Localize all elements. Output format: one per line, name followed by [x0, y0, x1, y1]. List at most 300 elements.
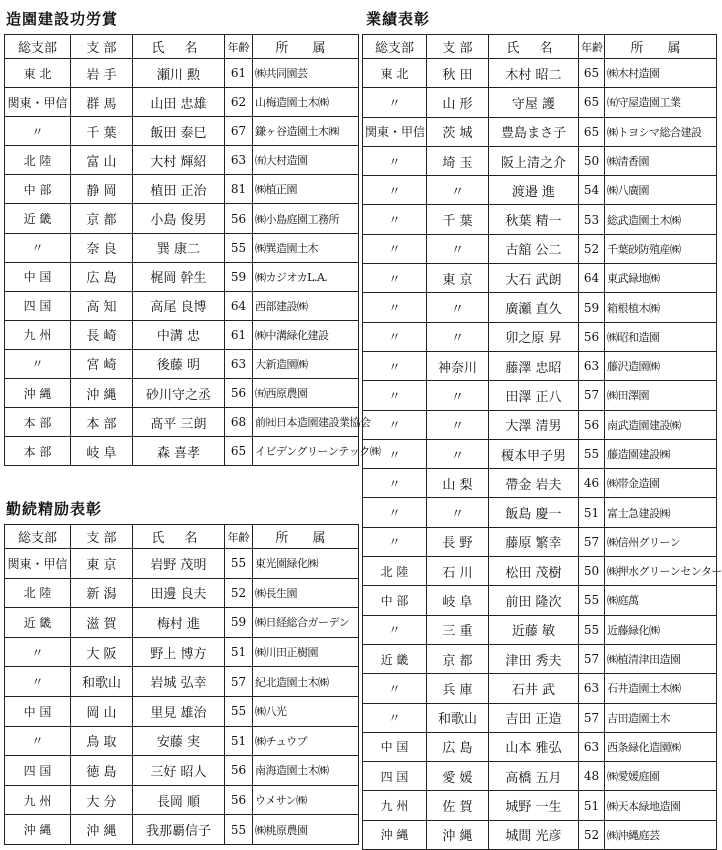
affiliation-cell: ㈱巽造園土木: [253, 233, 359, 262]
affiliation-cell: 箱根植木㈱: [605, 293, 717, 322]
age-cell: 61: [225, 59, 253, 88]
name-cell: 髙平 三朗: [133, 408, 225, 437]
age-cell: 63: [579, 351, 605, 380]
age-cell: 50: [579, 146, 605, 175]
branch-cell: 〃: [427, 410, 489, 439]
name-cell: 長岡 順: [133, 785, 225, 815]
region-cell: 九 州: [5, 785, 71, 815]
branch-cell: 和歌山: [427, 703, 489, 732]
table-row: [363, 557, 717, 586]
branch-cell: 宮 崎: [71, 349, 133, 378]
branch-cell: 奈 良: [71, 233, 133, 262]
table-row: [363, 439, 717, 468]
name-cell: 我那覇信子: [133, 815, 225, 845]
branch-cell: 大 分: [71, 785, 133, 815]
branch-cell: 岡 山: [71, 696, 133, 726]
affiliation-cell: 山梅造園土木㈱: [253, 88, 359, 117]
table-row: [5, 59, 359, 88]
name-cell: 高橋 五月: [489, 762, 579, 791]
table-row: [363, 615, 717, 644]
branch-cell: 東 京: [71, 549, 133, 579]
name-cell: 大石 武朗: [489, 264, 579, 293]
branch-cell: 〃: [427, 381, 489, 410]
affiliation-cell: ㈱愛媛庭園: [605, 762, 717, 791]
name-cell: 古舘 公二: [489, 234, 579, 263]
age-cell: 56: [225, 756, 253, 786]
affiliation-cell: ㈲守屋造園工業: [605, 88, 717, 117]
name-cell: 渡邉 進: [489, 176, 579, 205]
region-cell: 〃: [5, 349, 71, 378]
age-cell: 52: [579, 234, 605, 263]
table-row: [5, 815, 359, 845]
age-cell: 51: [225, 726, 253, 756]
region-cell: 東 北: [363, 59, 427, 88]
table-row: [363, 703, 717, 732]
table-row: [5, 785, 359, 815]
table-row: [5, 379, 359, 408]
table-row: [363, 176, 717, 205]
table-row: [5, 726, 359, 756]
affiliation-cell: ㈱清香園: [605, 146, 717, 175]
table-row: [363, 117, 717, 146]
name-cell: 帶金 岩夫: [489, 469, 579, 498]
region-cell: 沖 縄: [5, 379, 71, 408]
age-cell: 59: [225, 262, 253, 291]
region-cell: 九 州: [363, 791, 427, 820]
age-cell: 56: [579, 410, 605, 439]
name-cell: 野上 博方: [133, 637, 225, 667]
name-cell: 阪上清之介: [489, 146, 579, 175]
branch-cell: 沖 縄: [427, 820, 489, 849]
age-cell: 65: [225, 437, 253, 466]
age-cell: 51: [225, 637, 253, 667]
region-cell: 〃: [363, 176, 427, 205]
region-cell: 〃: [5, 637, 71, 667]
table-row: [363, 293, 717, 322]
col-header-name: 氏 名: [133, 525, 225, 549]
affiliation-cell: イビデングリーンテック㈱: [253, 437, 359, 466]
table-row: [5, 437, 359, 466]
region-cell: 関東・甲信: [5, 549, 71, 579]
table-row: [363, 205, 717, 234]
affiliation-cell: 鎌ヶ谷造園土木㈱: [253, 117, 359, 146]
affiliation-cell: ㈱共同園芸: [253, 59, 359, 88]
branch-cell: 〃: [427, 293, 489, 322]
age-cell: 56: [225, 785, 253, 815]
col-header-affiliation: 所 属: [605, 35, 717, 59]
branch-cell: 千 葉: [427, 205, 489, 234]
affiliation-cell: 南武造園建設㈱: [605, 410, 717, 439]
name-cell: 木村 昭二: [489, 59, 579, 88]
age-cell: 65: [579, 88, 605, 117]
affiliation-cell: 東武緑地㈱: [605, 264, 717, 293]
table-row: [5, 204, 359, 233]
name-cell: 廣瀬 直久: [489, 293, 579, 322]
name-cell: 梅村 進: [133, 608, 225, 638]
age-cell: 52: [225, 578, 253, 608]
table-row: [5, 578, 359, 608]
table-row: [5, 117, 359, 146]
table-row: [363, 527, 717, 556]
name-cell: 藤澤 忠昭: [489, 351, 579, 380]
region-cell: 〃: [363, 264, 427, 293]
branch-cell: 徳 島: [71, 756, 133, 786]
affiliation-cell: ㈱沖縄庭芸: [605, 820, 717, 849]
name-cell: 津田 秀夫: [489, 644, 579, 673]
col-header-branch: 支 部: [71, 35, 133, 59]
region-cell: 〃: [363, 469, 427, 498]
region-cell: 〃: [363, 527, 427, 556]
header-row: [5, 525, 359, 549]
branch-cell: 京 都: [427, 644, 489, 673]
age-cell: 56: [579, 322, 605, 351]
branch-cell: 山 形: [427, 88, 489, 117]
table-row: [363, 644, 717, 673]
branch-cell: 佐 賀: [427, 791, 489, 820]
table-row: [363, 381, 717, 410]
age-cell: 48: [579, 762, 605, 791]
name-cell: 安藤 実: [133, 726, 225, 756]
section-title-kinzoku: 勤続精励表彰: [6, 500, 103, 518]
region-cell: 〃: [5, 667, 71, 697]
name-cell: 小島 俊男: [133, 204, 225, 233]
name-cell: 植田 正治: [133, 175, 225, 204]
branch-cell: 東 京: [427, 264, 489, 293]
gyouseki-table: [362, 34, 722, 850]
region-cell: 本 部: [5, 408, 71, 437]
region-cell: 関東・甲信: [5, 88, 71, 117]
region-cell: 中 国: [5, 696, 71, 726]
table-row: [363, 732, 717, 761]
age-cell: 51: [579, 498, 605, 527]
col-header-affiliation: 所 属: [253, 525, 359, 549]
affiliation-cell: 大新造園㈱: [253, 349, 359, 378]
region-cell: 〃: [363, 381, 427, 410]
name-cell: 藤原 繁幸: [489, 527, 579, 556]
col-header-age: 年齢: [225, 35, 253, 59]
age-cell: 59: [579, 293, 605, 322]
region-cell: 〃: [363, 703, 427, 732]
region-cell: 〃: [363, 205, 427, 234]
age-cell: 55: [579, 615, 605, 644]
col-header-branch: 支 部: [427, 35, 489, 59]
affiliation-cell: ㈱小島庭園工務所: [253, 204, 359, 233]
age-cell: 63: [579, 732, 605, 761]
branch-cell: 広 島: [427, 732, 489, 761]
branch-cell: 長 野: [427, 527, 489, 556]
table-row: [5, 408, 359, 437]
age-cell: 46: [579, 469, 605, 498]
age-cell: 63: [225, 146, 253, 175]
affiliation-cell: ㈱桃原農園: [253, 815, 359, 845]
affiliation-cell: 南海造園土木㈱: [253, 756, 359, 786]
branch-cell: 兵 庫: [427, 674, 489, 703]
region-cell: 本 部: [5, 437, 71, 466]
affiliation-cell: 石井造園土木㈱: [605, 674, 717, 703]
affiliation-cell: ㈱カジオカL.A.: [253, 262, 359, 291]
age-cell: 57: [579, 527, 605, 556]
table-row: [5, 233, 359, 262]
name-cell: 高尾 良博: [133, 291, 225, 320]
branch-cell: 岐 阜: [427, 586, 489, 615]
age-cell: 50: [579, 557, 605, 586]
name-cell: 城野 一生: [489, 791, 579, 820]
branch-cell: 広 島: [71, 262, 133, 291]
name-cell: 大村 輝紹: [133, 146, 225, 175]
name-cell: 梶岡 幹生: [133, 262, 225, 291]
header-row: [5, 35, 359, 59]
region-cell: 沖 縄: [5, 815, 71, 845]
affiliation-cell: ㈱長生園: [253, 578, 359, 608]
table-row: [363, 762, 717, 791]
kinzoku-table: [4, 524, 359, 845]
branch-cell: 〃: [427, 234, 489, 263]
region-cell: 中 国: [363, 732, 427, 761]
branch-cell: 〃: [427, 322, 489, 351]
name-cell: 大澤 清男: [489, 410, 579, 439]
branch-cell: 本 部: [71, 408, 133, 437]
name-cell: 榎本甲子男: [489, 439, 579, 468]
affiliation-cell: ㈱帯金造園: [605, 469, 717, 498]
name-cell: 山本 雅弘: [489, 732, 579, 761]
table-row: [5, 667, 359, 697]
branch-cell: 静 岡: [71, 175, 133, 204]
region-cell: 〃: [5, 726, 71, 756]
branch-cell: 高 知: [71, 291, 133, 320]
region-cell: 近 畿: [363, 644, 427, 673]
region-cell: 〃: [363, 293, 427, 322]
affiliation-cell: ㈱田澤園: [605, 381, 717, 410]
age-cell: 55: [579, 586, 605, 615]
col-header-branch: 支 部: [71, 525, 133, 549]
branch-cell: 長 崎: [71, 320, 133, 349]
name-cell: 岩城 弘幸: [133, 667, 225, 697]
age-cell: 57: [579, 644, 605, 673]
branch-cell: 〃: [427, 498, 489, 527]
table-row: [5, 696, 359, 726]
age-cell: 57: [579, 703, 605, 732]
table-row: [5, 291, 359, 320]
branch-cell: 新 潟: [71, 578, 133, 608]
affiliation-cell: 藤造園建設㈱: [605, 439, 717, 468]
branch-cell: 千 葉: [71, 117, 133, 146]
region-cell: 近 畿: [5, 608, 71, 638]
affiliation-cell: 前㈳日本造園建設業協会: [253, 408, 359, 437]
region-cell: 中 部: [363, 586, 427, 615]
table-row: [363, 234, 717, 263]
branch-cell: 茨 城: [427, 117, 489, 146]
affiliation-cell: ㈱信州グリーン: [605, 527, 717, 556]
name-cell: 後藤 明: [133, 349, 225, 378]
region-cell: 〃: [5, 117, 71, 146]
affiliation-cell: ㈱天本緑地造園: [605, 791, 717, 820]
age-cell: 61: [225, 320, 253, 349]
name-cell: 山田 忠雄: [133, 88, 225, 117]
affiliation-cell: ㈱日経総合ガーデン: [253, 608, 359, 638]
table-row: [363, 469, 717, 498]
age-cell: 62: [225, 88, 253, 117]
age-cell: 64: [225, 291, 253, 320]
age-cell: 57: [579, 381, 605, 410]
region-cell: 〃: [363, 146, 427, 175]
branch-cell: 愛 媛: [427, 762, 489, 791]
age-cell: 56: [225, 379, 253, 408]
name-cell: 卯之原 昇: [489, 322, 579, 351]
kourou-table: [4, 34, 381, 466]
branch-cell: 秋 田: [427, 59, 489, 88]
table-row: [5, 88, 359, 117]
age-cell: 51: [579, 791, 605, 820]
table-row: [5, 320, 359, 349]
name-cell: 吉田 正造: [489, 703, 579, 732]
branch-cell: 石 川: [427, 557, 489, 586]
table-row: [5, 549, 359, 579]
name-cell: 里見 雄治: [133, 696, 225, 726]
affiliation-cell: 西部建設㈱: [253, 291, 359, 320]
name-cell: 森 喜孝: [133, 437, 225, 466]
col-header-region: 総支部: [5, 35, 71, 59]
region-cell: 〃: [363, 410, 427, 439]
branch-cell: 沖 縄: [71, 379, 133, 408]
affiliation-cell: ㈱八廣園: [605, 176, 717, 205]
name-cell: 岩野 茂明: [133, 549, 225, 579]
region-cell: 四 国: [5, 291, 71, 320]
table-row: [5, 608, 359, 638]
affiliation-cell: ㈲西原農園: [253, 379, 359, 408]
affiliation-cell: ㈱中溝緑化建設: [253, 320, 359, 349]
age-cell: 68: [225, 408, 253, 437]
age-cell: 57: [225, 667, 253, 697]
affiliation-cell: 紀北造園土木㈱: [253, 667, 359, 697]
name-cell: 松田 茂樹: [489, 557, 579, 586]
age-cell: 59: [225, 608, 253, 638]
name-cell: 巽 康二: [133, 233, 225, 262]
table-row: [363, 791, 717, 820]
table-row: [5, 175, 359, 204]
age-cell: 56: [225, 204, 253, 233]
table-row: [363, 146, 717, 175]
region-cell: 北 陸: [5, 578, 71, 608]
age-cell: 52: [579, 820, 605, 849]
affiliation-cell: 富士急建設㈱: [605, 498, 717, 527]
region-cell: 中 部: [5, 175, 71, 204]
name-cell: 三好 昭人: [133, 756, 225, 786]
branch-cell: 〃: [427, 439, 489, 468]
age-cell: 55: [225, 233, 253, 262]
affiliation-cell: 近藤緑化㈱: [605, 615, 717, 644]
region-cell: 〃: [363, 322, 427, 351]
age-cell: 67: [225, 117, 253, 146]
age-cell: 54: [579, 176, 605, 205]
name-cell: 飯島 慶一: [489, 498, 579, 527]
affiliation-cell: ㈱植正園: [253, 175, 359, 204]
header-row: [363, 35, 717, 59]
region-cell: 関東・甲信: [363, 117, 427, 146]
col-header-age: 年齢: [579, 35, 605, 59]
table-row: [5, 146, 359, 175]
name-cell: 田邊 良夫: [133, 578, 225, 608]
age-cell: 65: [579, 117, 605, 146]
age-cell: 55: [579, 439, 605, 468]
col-header-name: 氏 名: [133, 35, 225, 59]
affiliation-cell: ㈲大村造園: [253, 146, 359, 175]
region-cell: 〃: [363, 674, 427, 703]
region-cell: 〃: [5, 233, 71, 262]
name-cell: 豊島まさ子: [489, 117, 579, 146]
region-cell: 〃: [363, 615, 427, 644]
region-cell: 北 陸: [363, 557, 427, 586]
region-cell: 四 国: [5, 756, 71, 786]
age-cell: 64: [579, 264, 605, 293]
affiliation-cell: 東光園緑化㈱: [253, 549, 359, 579]
region-cell: 北 陸: [5, 146, 71, 175]
age-cell: 55: [225, 549, 253, 579]
region-cell: 〃: [363, 498, 427, 527]
age-cell: 53: [579, 205, 605, 234]
name-cell: 田澤 正八: [489, 381, 579, 410]
region-cell: 〃: [363, 88, 427, 117]
name-cell: 石井 武: [489, 674, 579, 703]
name-cell: 砂川守之丞: [133, 379, 225, 408]
branch-cell: 神奈川: [427, 351, 489, 380]
region-cell: 〃: [363, 234, 427, 263]
branch-cell: 岩 手: [71, 59, 133, 88]
branch-cell: 〃: [427, 176, 489, 205]
affiliation-cell: ㈱八光: [253, 696, 359, 726]
affiliation-cell: 吉田造園土木: [605, 703, 717, 732]
name-cell: 城間 光彦: [489, 820, 579, 849]
age-cell: 63: [579, 674, 605, 703]
branch-cell: 群 馬: [71, 88, 133, 117]
affiliation-cell: ㈱庭萬: [605, 586, 717, 615]
table-row: [5, 637, 359, 667]
table-row: [363, 59, 717, 88]
section-title-kourou: 造園建設功労賞: [6, 10, 119, 28]
table-row: [363, 820, 717, 849]
affiliation-cell: 藤沢造園㈱: [605, 351, 717, 380]
branch-cell: 埼 玉: [427, 146, 489, 175]
table-row: [5, 349, 359, 378]
affiliation-cell: ウメサン㈱: [253, 785, 359, 815]
table-row: [5, 756, 359, 786]
region-cell: 九 州: [5, 320, 71, 349]
branch-cell: 三 重: [427, 615, 489, 644]
branch-cell: 滋 賀: [71, 608, 133, 638]
col-header-age: 年齢: [225, 525, 253, 549]
branch-cell: 岐 阜: [71, 437, 133, 466]
affiliation-cell: ㈱トヨシマ総合建設: [605, 117, 717, 146]
branch-cell: 大 阪: [71, 637, 133, 667]
branch-cell: 山 梨: [427, 469, 489, 498]
region-cell: 〃: [363, 439, 427, 468]
region-cell: 四 国: [363, 762, 427, 791]
age-cell: 63: [225, 349, 253, 378]
affiliation-cell: ㈱チュウブ: [253, 726, 359, 756]
affiliation-cell: 総武造園土木㈱: [605, 205, 717, 234]
branch-cell: 京 都: [71, 204, 133, 233]
affiliation-cell: 千葉砂防殖産㈱: [605, 234, 717, 263]
table-row: [363, 410, 717, 439]
col-header-name: 氏 名: [489, 35, 579, 59]
col-header-affiliation: 所 属: [253, 35, 359, 59]
affiliation-cell: ㈱植清津田造園: [605, 644, 717, 673]
region-cell: 近 畿: [5, 204, 71, 233]
table-row: [363, 586, 717, 615]
table-row: [363, 674, 717, 703]
region-cell: 沖 縄: [363, 820, 427, 849]
name-cell: 中溝 忠: [133, 320, 225, 349]
affiliation-cell: 西条緑化造園㈱: [605, 732, 717, 761]
